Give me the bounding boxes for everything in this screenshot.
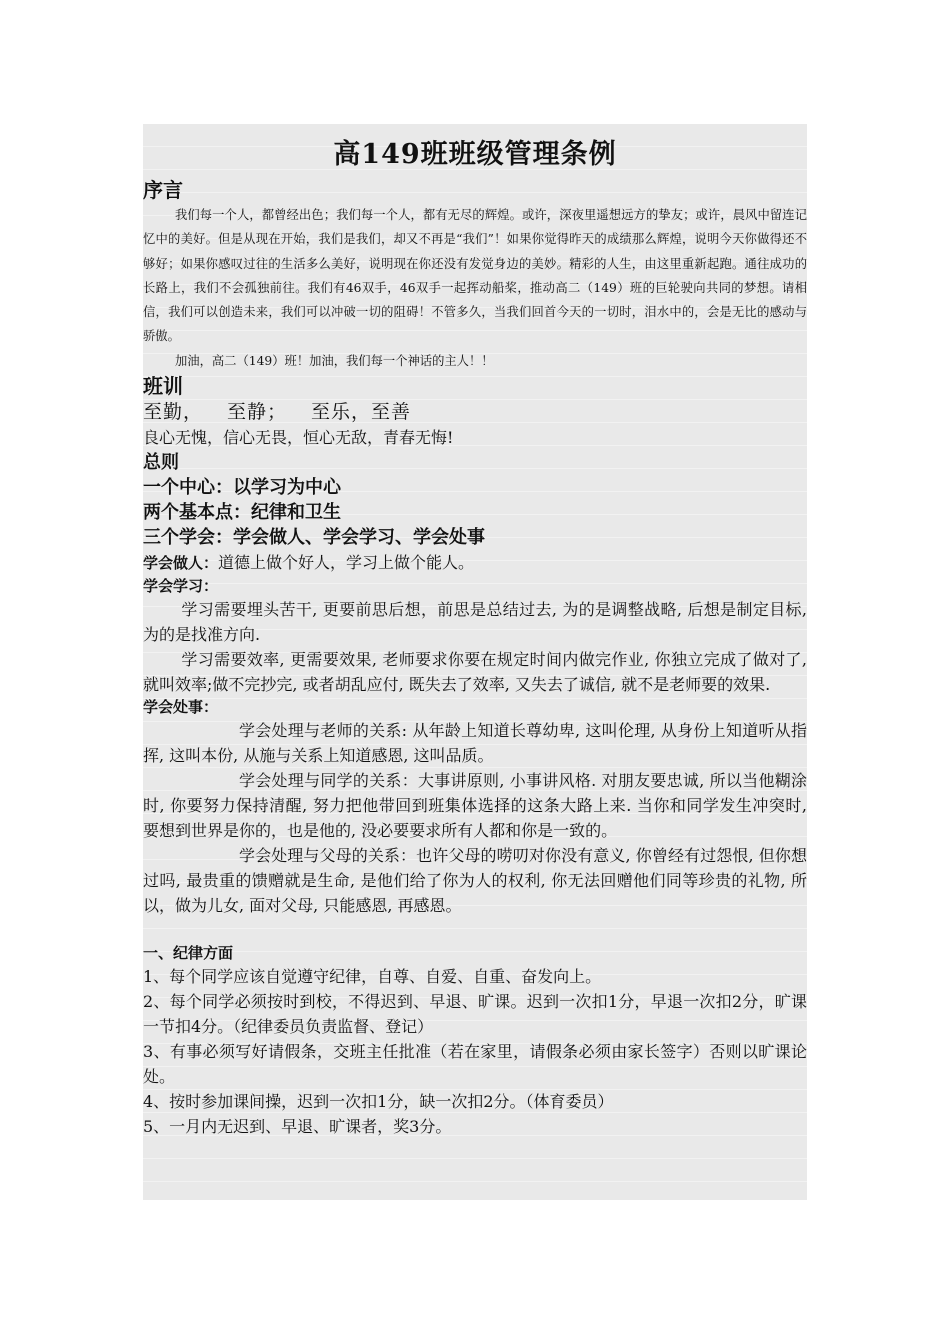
learn-person-label: 学会做人：	[143, 554, 219, 573]
learn-study-paragraph-2: 学习需要效率, 更需要效果, 老师要求你要在规定时间内做完作业, 你独立完成了做对了, 就叫效率;做不完抄完, 或者胡乱应付, 既失去了效率, 又失去了诚信, 就不是老师要的效果.	[143, 650, 807, 695]
document-title: 高149班班级管理条例	[333, 139, 617, 170]
motto-item-3: 至乐，至善	[311, 401, 412, 424]
learn-person	[143, 550, 807, 576]
spacer	[143, 918, 807, 943]
document-page	[143, 124, 807, 1200]
preface-heading: 序言	[143, 178, 183, 202]
learn-person-text: 道德上做个好人，学习上做个能人。	[218, 553, 475, 573]
motto-line	[143, 399, 807, 425]
motto-item-1: 至勤，	[143, 401, 204, 424]
learn-deal-label: 学会处事：	[143, 698, 219, 717]
learn-deal-paragraph-1: 学会处理与老师的关系: 从年龄上知道长尊幼卑, 这叫伦理, 从身份上知道听从指挥, 这叫本份, 从施与关系上知道感恩, 这叫品质。	[143, 721, 807, 766]
discipline-rule-3: 3、有事必须写好请假条，交班主任批准（若在家里，请假条必须由家长签字）否则以旷课论处。	[143, 1042, 807, 1087]
motto-item-2: 至静；	[227, 401, 288, 424]
general-heading: 总则	[143, 452, 179, 474]
two-basic-points: 两个基本点：纪律和卫生	[143, 502, 341, 524]
discipline-rule-2: 2、每个同学必须按时到校，不得迟到、早退、旷课。迟到一次扣1分，早退一次扣2分，旷课一节扣4分。（纪律委员负责监督、登记）	[143, 992, 807, 1037]
motto-heading: 班训	[143, 374, 183, 399]
learn-deal-paragraph-2: 学会处理与同学的关系：大事讲原则, 小事讲风格. 对朋友要忠诚, 所以当他糊涂时, 你要努力保持清醒, 努力把他带回到班集体选择的这条大路上来. 当你和同学发生冲突时, 要想到世界是你的，也是他的, 没必要要求所有人都和你是一致的。	[143, 771, 807, 841]
discipline-rule-4: 4、按时参加课间操，迟到一次扣1分，缺一次扣2分。（体育委员）	[143, 1092, 614, 1112]
motto-subline: 良心无愧，信心无畏，恒心无敌，青春无悔!	[143, 428, 454, 448]
learn-study-label: 学会学习：	[143, 577, 219, 596]
learn-deal-paragraph-3: 学会处理与父母的关系：也许父母的唠叨对你没有意义, 你曾经有过怨恨, 但你想过吗, 最贵重的馈赠就是生命, 是他们给了你为人的权利, 你无法回赠他们同等珍贵的礼物, 所以，做为儿女, 面对父母, 只能感恩, 再感恩。	[143, 846, 807, 916]
preface-paragraph-1: 我们每一个人，都曾经出色；我们每一个人，都有无尽的辉煌。或许，深夜里遥想远方的挚友；或许，晨风中留连记忆中的美好。但是从现在开始，我们是我们，却又不再是“我们”！如果你觉得昨天的成绩那么辉煌，说明今天你做得还不够好；如果你感叹过往的生活多么美好，说明现在你还没有发觉身边的美妙。精彩的人生，由这里重新起跑。通往成功的长路上，我们不会孤独前往。我们有46双手，46双手一起挥动船桨，推动高二（149）班的巨轮驶向共同的梦想。请相信，我们可以创造未来，我们可以冲破一切的阻碍！不管多久，当我们回首今天的一切时，泪水中的，会是无比的感动与骄傲。	[143, 208, 807, 344]
preface-paragraph-2: 加油，高二（149）班！加油，我们每一个神话的主人！！	[174, 353, 494, 368]
one-center: 一个中心：以学习为中心	[143, 477, 341, 499]
three-learnings: 三个学会：学会做人、学会学习、学会处事	[143, 527, 485, 549]
learn-study-paragraph-1: 学习需要埋头苦干, 更要前思后想，前思是总结过去, 为的是调整战略, 后想是制定目标, 为的是找准方向.	[143, 600, 807, 645]
discipline-rule-1: 1、每个同学应该自觉遵守纪律，自尊、自爱、自重、奋发向上。	[143, 967, 602, 987]
discipline-heading: 一、纪律方面	[143, 944, 234, 963]
discipline-rule-5: 5、一月内无迟到、早退、旷课者，奖3分。	[143, 1117, 452, 1137]
